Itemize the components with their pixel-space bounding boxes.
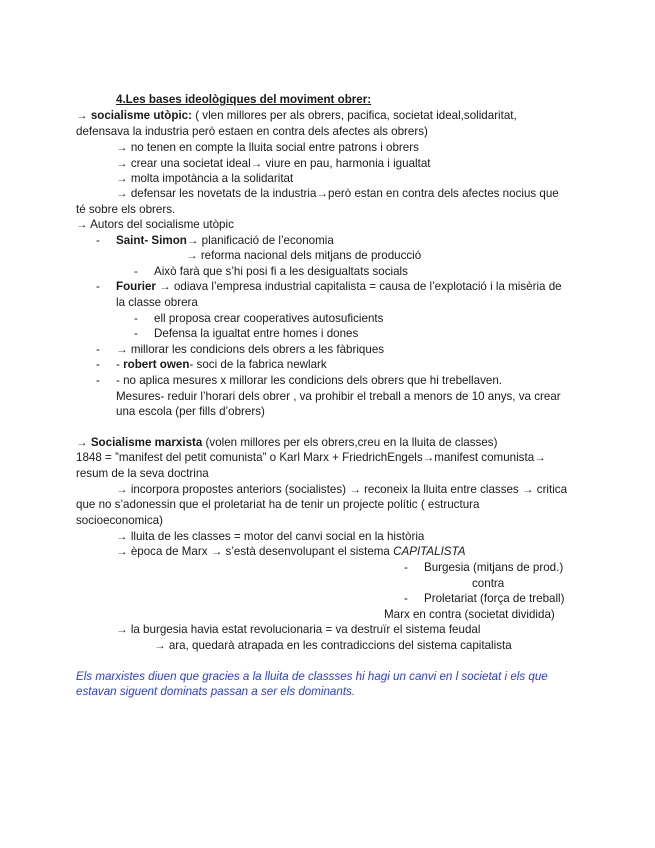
text-line: → època de Marx → s’està desenvolupant el sistema CAPITALISTA — [116, 545, 466, 558]
bullet-dash: - — [134, 265, 138, 278]
bullet-dash: - — [96, 234, 100, 247]
text-line: → Autors del socialisme utòpic — [76, 218, 234, 231]
text-line: → millorar les condicions dels obrers a les fàbriques — [116, 343, 385, 356]
text-line: Això farà que s’hi posi fi a les desigualtats socials — [154, 265, 408, 278]
text-line: → incorpora propostes anteriors (socialistes) → reconeix la lluita entre classes → critica — [116, 483, 568, 496]
text-line: → reforma nacional dels mitjans de producció — [186, 249, 422, 262]
text-line: la classe obrera — [116, 296, 198, 309]
text-line: Marx en contra (societat dividida) — [384, 608, 555, 621]
bullet-dash: - — [134, 327, 138, 340]
bullet-dash: - — [96, 280, 100, 293]
bullet-dash: - — [404, 592, 408, 605]
text-line: contra — [472, 577, 505, 590]
text-line: socioeconomica) — [76, 514, 163, 527]
text-line: → defensar les novetats de la industria→però estan en contra dels afectes nocius que — [116, 187, 559, 200]
text-line: Proletariat (força de treball) — [424, 592, 565, 605]
text-line: Burgesia (mitjans de prod.) — [424, 561, 564, 574]
text-line: Defensa la igualtat entre homes i dones — [154, 327, 359, 340]
bullet-dash: - — [96, 358, 100, 371]
text-line: Saint- Simon→ planificació de l’economia — [116, 234, 334, 247]
text-line: que no s’adonessin que el proletariat ha de tenir un projecte polític ( estructura — [76, 498, 480, 511]
text-line: té sobre els obrers. — [76, 203, 176, 216]
text-line: → lluita de les classes = motor del canvi social en la història — [116, 530, 425, 543]
text-line: Mesures- reduir l’horari dels obrer , va prohibir el treball a menors de 10 anys, va crear — [116, 390, 561, 403]
note-line: Els marxistes diuen que gracies a la lluita de classses hi hagi un canvi en l societat i els que — [76, 670, 548, 683]
text-line: → socialisme utòpic: ( vlen millores per als obrers, pacifica, societat ideal,solidaritat, — [76, 109, 517, 122]
section-title: 4.Les bases ideològiques del moviment obrer: — [116, 93, 372, 106]
text-line: 1848 = ”manifest del petit comunista” o Karl Marx + FriedrichEngels→manifest comunista→ — [76, 451, 546, 464]
text-line: - no aplica mesures x millorar les condicions dels obrers que hi trebellaven. — [116, 374, 502, 387]
bullet-dash: - — [96, 374, 100, 387]
bullet-dash: - — [134, 312, 138, 325]
text-line: resum de la seva doctrina — [76, 467, 209, 480]
text-line: → no tenen en compte la lluita social entre patrons i obrers — [116, 141, 419, 154]
text-line: → ara, quedarà atrapada en les contradiccions del sistema capitalista — [154, 639, 512, 652]
text-line: Fourier → odiava l’empresa industrial capitalista = causa de l’explotació i la misèria de — [116, 280, 562, 293]
bullet-dash: - — [96, 343, 100, 356]
bullet-dash: - — [404, 561, 408, 574]
text-line: → crear una societat ideal→ viure en pau, harmonia i igualtat — [116, 157, 431, 170]
text-line: → Socialisme marxista (volen millores per els obrers,creu en la lluita de classes) — [76, 436, 498, 449]
text-line: → la burgesia havia estat revolucionaria = va destruïr el sistema feudal — [116, 623, 481, 636]
text-line: ell proposa crear cooperatives autosuficients — [154, 312, 384, 325]
text-line: una escola (per fills d’obrers) — [116, 405, 265, 418]
text-line: → molta impotància a la solidaritat — [116, 172, 294, 185]
text-line: - robert owen- soci de la fabrica newlark — [116, 358, 327, 371]
note-line: estavan siguent dominats passan a ser els dominants. — [76, 685, 356, 698]
text-line: defensava la industria però estaen en contra dels afectes als obrers) — [76, 125, 428, 138]
